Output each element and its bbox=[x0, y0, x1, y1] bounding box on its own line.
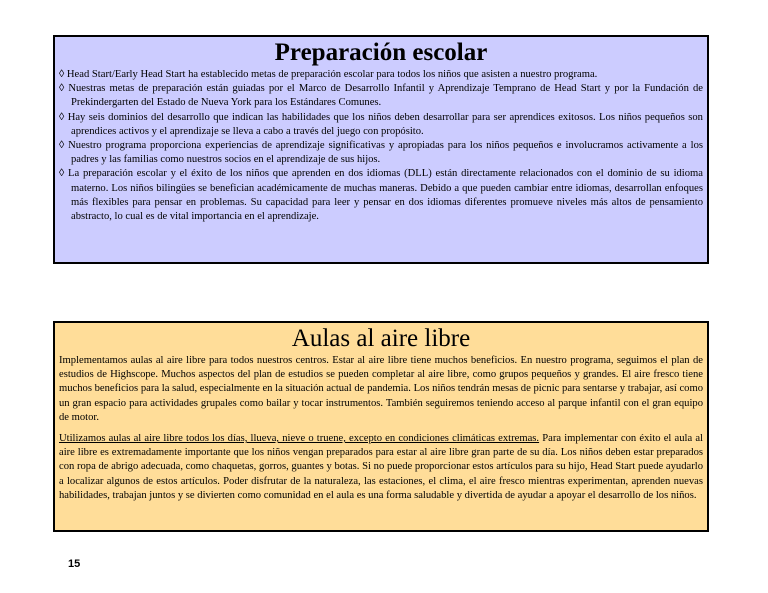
bullet-item bbox=[59, 139, 703, 167]
diamond-bullet-icon: ◊ bbox=[59, 168, 65, 180]
diamond-bullet-icon: ◊ bbox=[59, 83, 65, 95]
school-readiness-box bbox=[53, 35, 709, 264]
bullet-item bbox=[59, 82, 703, 110]
diamond-bullet-icon: ◊ bbox=[59, 69, 65, 80]
outdoor-classrooms-box bbox=[53, 321, 709, 532]
bullet-item bbox=[59, 167, 703, 224]
bullet-text: Nuestro programa proporciona experiencias de aprendizaje significativas y apropiadas para los niños pequeños e involucramos activamente a los padres y las familias como nuestros socios en el aprendizaje de sus hijos. bbox=[68, 140, 703, 166]
paragraph-text: Para implementar con éxito el aula al aire libre es extremadamente importante que los niños vengan preparados para estar al aire libre gran parte de su día. Los niños deben estar preparados con ropa de abrigo adecuada, como chaquetas, gorros, guantes y botas. Si no puede proporcionar estos artículos para su hijo, Head Start puede ayudarlo a localizar algunos de estos artículos. Poder disfrutar de la naturaleza, las estaciones, el clima, el aire fresco mientras experimentan, aprenden nuevas habilidades, trabajan juntos y se divierten como comunidad en el aula es una forma saludable y divertida de ayudar a apoyar el desarrollo de los niños. bbox=[59, 433, 703, 501]
diamond-bullet-icon: ◊ bbox=[59, 111, 65, 123]
bullet-item bbox=[59, 111, 703, 139]
underlined-sentence: Utilizamos aulas al aire libre todos los días, llueva, nieve o truene, excepto en condiciones climáticas extremas. bbox=[59, 433, 540, 445]
bullet-text: Head Start/Early Head Start ha establecido metas de preparación escolar para todos los niños que asisten a nuestro programa. bbox=[66, 69, 598, 80]
bullet-text: La preparación escolar y el éxito de los niños que aprenden en dos idiomas (DLL) están directamente relacionados con el dominio de su idioma materno. Los niños bilingües se benefician académicamente de muchas maneras. Debido a que pueden cambiar entre idiomas, desarrollan enfoques más flexibles para pensar en problemas. Su capacidad para leer y pensar en dos idiomas diferentes promueve niveles más altos de pensamiento abstracto, lo cual es de vital importancia en el aprendizaje. bbox=[68, 168, 703, 223]
school-readiness-title: Preparación escolar bbox=[274, 39, 488, 66]
outdoor-paragraph-1: Implementamos aulas al aire libre para todos nuestros centros. Estar al aire libre tiene muchos beneficios. En nuestro programa, seguimos el plan de estudios de Highscope. Muchos aspectos del plan de estudios se pueden completar al aire libre, como grupos pequeños y grandes. El aire fresco tiene muchos beneficios para la salud, especialmente en la situación actual de pandemia. Los niños tendrán mesas de picnic para sentarse y trabajar, así como un gran espacio para actividades grupales como bailar y tocar instrumentos. También seguiremos teniendo acceso al parque infantil con el gran equipo de motor. bbox=[59, 355, 703, 423]
outdoor-paragraph-2 bbox=[59, 432, 703, 503]
diamond-bullet-icon: ◊ bbox=[59, 140, 65, 152]
bullet-item bbox=[59, 68, 703, 82]
outdoor-classrooms-title: Aulas al aire libre bbox=[291, 325, 471, 352]
bullet-text: Hay seis dominios del desarrollo que indican las habilidades que los niños deben desarrollar para ser aprendices exitosos. Los niños pequeños son aprendices activos y el aprendizaje se lleva a cabo a través del juego con propósito. bbox=[67, 111, 703, 137]
page-number: 15 bbox=[68, 558, 81, 570]
bullet-text: Nuestras metas de preparación están guiadas por el Marco de Desarrollo Infantil y Aprendizaje Temprano de Head Start y por la Fundación de Prekindergarten del Estado de Nueva York para los Estándares Comunes. bbox=[68, 83, 703, 109]
